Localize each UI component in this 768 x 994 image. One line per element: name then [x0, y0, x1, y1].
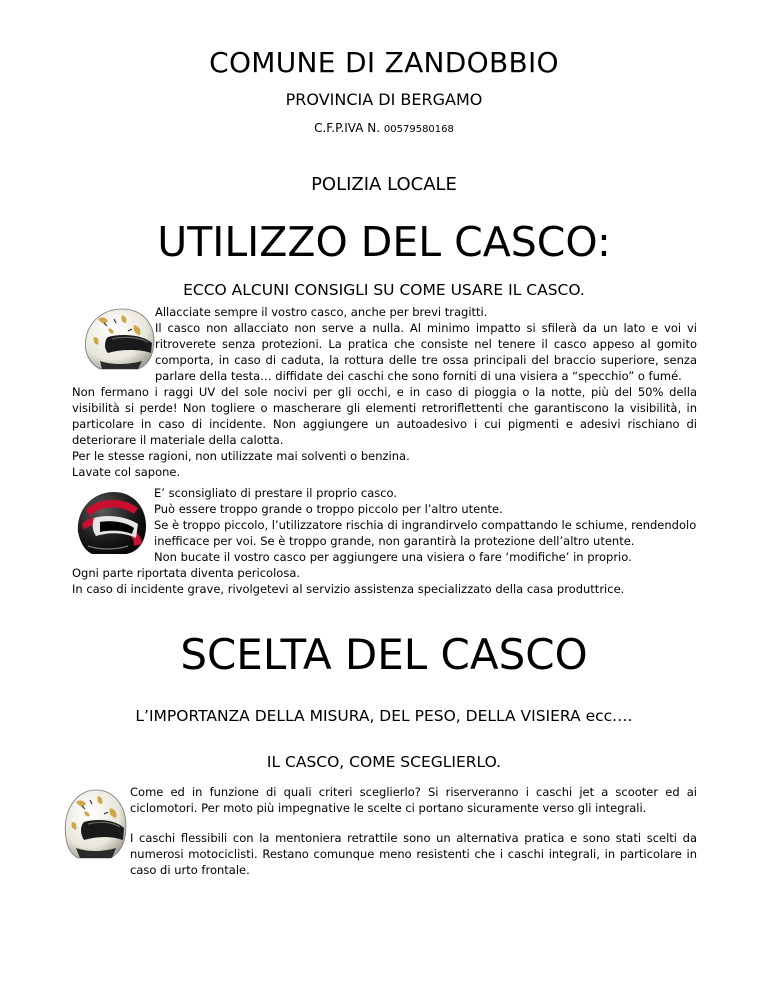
tax-code — [0, 120, 768, 138]
paragraph: Può essere troppo grande o troppo piccolo per l’altro utente. — [154, 502, 503, 516]
advice-block-2 — [72, 485, 697, 597]
paragraph: Allacciate sempre il vostro casco, anche per brevi tragitti. — [155, 305, 488, 319]
paragraph: Lavate col sapone. — [72, 465, 181, 479]
tax-code-label: C.F.P.IVA N. — [314, 121, 381, 135]
advice-block-1 — [72, 304, 697, 480]
paragraph: Per le stesse ragioni, non utilizzate mai solventi o benzina. — [72, 449, 410, 463]
paragraph: Il casco non allacciato non serve a nulla. Al minimo impatto si sfilerà da un lato e voi vi ritroverete senza protezioni. La pratica che consiste nel tenere il casco appeso al gomito comporta, in caso di caduta, la rottura delle tre ossa principali del braccio superiore, senza parlare della testa… diffidate dei caschi che sono forniti di una visiera a “specchio” o fumé. — [155, 321, 697, 383]
paragraph: I caschi flessibili con la mentoniera retrattile sono un alternativa pratica e sono stati scelti da numerosi motociclisti. Restano comunque meno resistenti che i caschi integrali, in particolare in caso di urto frontale. — [130, 831, 697, 877]
paragraph: Ogni parte riportata diventa pericolosa. — [72, 566, 301, 580]
paragraph: Non bucate il vostro casco per aggiungere una visiera o fare ‘modifiche’ in proprio. — [154, 550, 632, 564]
paragraph: Come ed in funzione di quali criteri sceglierlo? Si riserveranno i caschi jet a scooter ed ai ciclomotori. Per moto più impegnative le scelte ci portano sicuramente verso gli integrali. — [130, 785, 697, 815]
paragraph: In caso di incidente grave, rivolgetevi al servizio assistenza specializzato della casa produttrice. — [72, 582, 625, 596]
tax-code-number: 00579580168 — [383, 124, 454, 135]
section-subtitle-come-sceglierlo: IL CASCO, COME SCEGLIERLO. — [266, 753, 502, 771]
section-subtitle-importanza: L’IMPORTANZA DELLA MISURA, DEL PESO, DELLA VISIERA ecc.… — [135, 707, 633, 725]
section-title-utilizzo: UTILIZZO DEL CASCO: — [157, 218, 611, 266]
section-subtitle-consigli: ECCO ALCUNI CONSIGLI SU COME USARE IL CASCO. — [183, 281, 585, 299]
paragraph: Se è troppo piccolo, l’utilizzatore rischia di ingrandirvelo compattando le schiume, rendendolo inefficace per voi. Se è troppo grande, non garantirà la protezione dell’altro utente. — [154, 518, 697, 548]
polizia-locale-title: POLIZIA LOCALE — [311, 174, 457, 195]
section-title-scelta: SCELTA DEL CASCO — [180, 630, 588, 679]
choice-block — [72, 784, 697, 878]
comune-title: COMUNE DI ZANDOBBIO — [209, 46, 559, 79]
paragraph: Non fermano i raggi UV del sole nocivi per gli occhi, e in caso di pioggia o la notte, più del 50% della visibilità si perde! Non togliere o mascherare gli elementi retroriflettenti che garantiscono la visibilità, in particolare in caso di incidente. Non aggiungere un autoadesivo i cui pigmenti e adesivi rischiano di deteriorare il materiale della calotta. — [72, 385, 697, 447]
paragraph: E’ sconsigliato di prestare il proprio casco. — [154, 486, 398, 500]
provincia-title: PROVINCIA DI BERGAMO — [285, 90, 483, 109]
